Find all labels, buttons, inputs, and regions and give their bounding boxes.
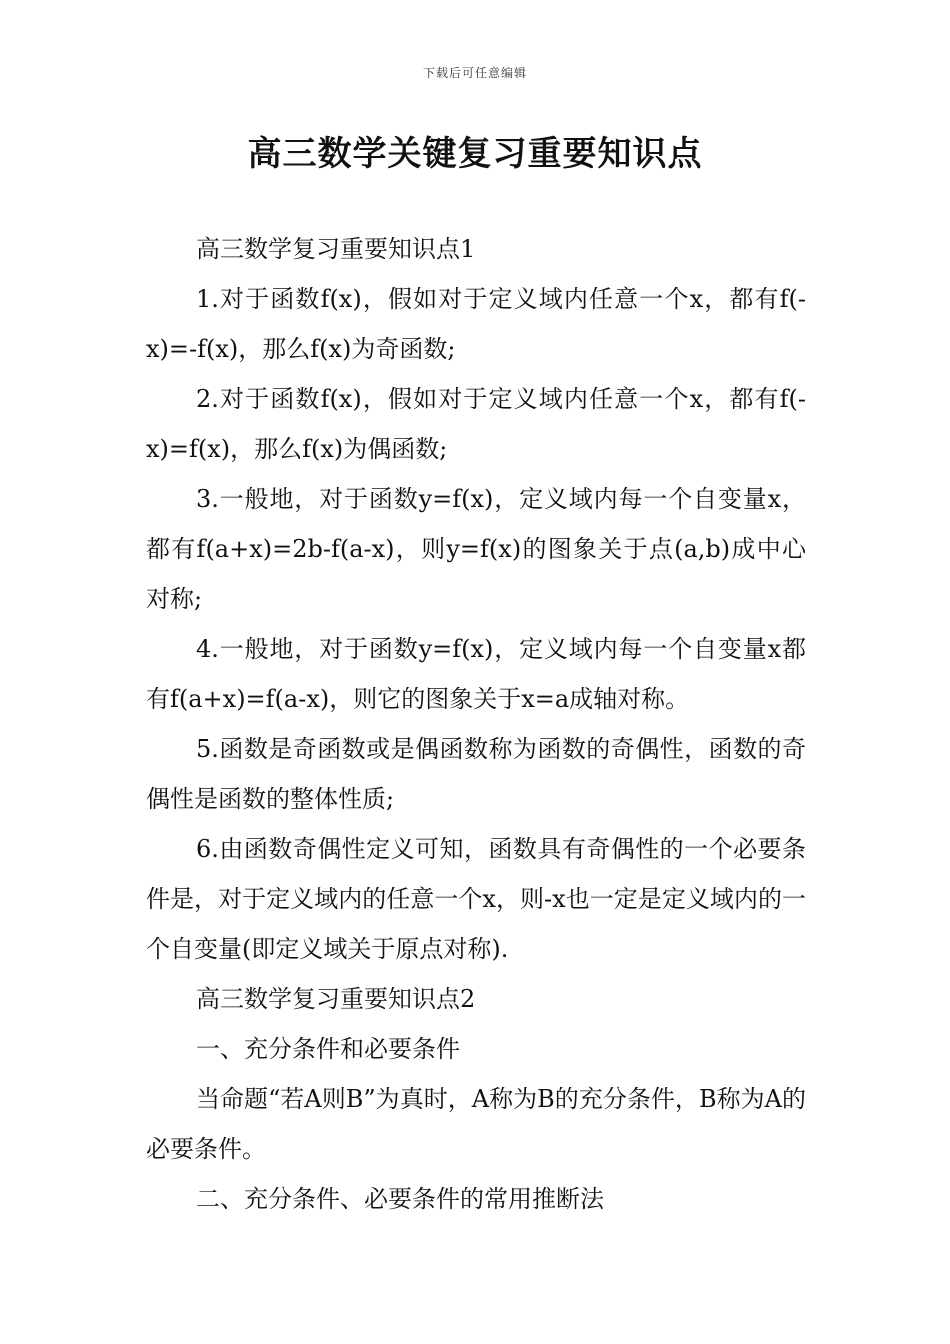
paragraph-7: 当命题“若A则B”为真时，A称为B的充分条件，B称为A的必要条件。 bbox=[146, 1085, 806, 1163]
paragraph-4: 4.一般地，对于函数y=f(x)，定义域内每一个自变量x都有f(a+x)=f(a-x)，则它的图象关于x=a成轴对称。 bbox=[146, 635, 806, 713]
header-note: 下载后可任意编辑 bbox=[422, 66, 527, 80]
subheading-2: 二、充分条件、必要条件的常用推断法 bbox=[196, 1185, 604, 1213]
section-heading-1: 高三数学复习重要知识点1 bbox=[196, 235, 476, 263]
paragraph-6: 6.由函数奇偶性定义可知，函数具有奇偶性的一个必要条件是，对于定义域内的任意一个x，则-x也一定是定义域内的一个自变量(即定义域关于原点对称). bbox=[146, 835, 806, 963]
document-body bbox=[146, 224, 806, 1224]
paragraph-5: 5.函数是奇函数或是偶函数称为函数的奇偶性，函数的奇偶性是函数的整体性质; bbox=[146, 735, 806, 813]
paragraph-2: 2.对于函数f(x)，假如对于定义域内任意一个x，都有f(-x)=f(x)，那么f(x)为偶函数; bbox=[146, 385, 806, 463]
paragraph-1: 1.对于函数f(x)，假如对于定义域内任意一个x，都有f(-x)=-f(x)，那么f(x)为奇函数; bbox=[146, 285, 806, 363]
document-title: 高三数学关键复习重要知识点 bbox=[247, 134, 703, 174]
subheading-1: 一、充分条件和必要条件 bbox=[196, 1035, 460, 1063]
section-heading-2: 高三数学复习重要知识点2 bbox=[196, 985, 476, 1013]
paragraph-3: 3.一般地，对于函数y=f(x)，定义域内每一个自变量x，都有f(a+x)=2b-f(a-x)，则y=f(x)的图象关于点(a,b)成中心对称; bbox=[146, 485, 806, 613]
